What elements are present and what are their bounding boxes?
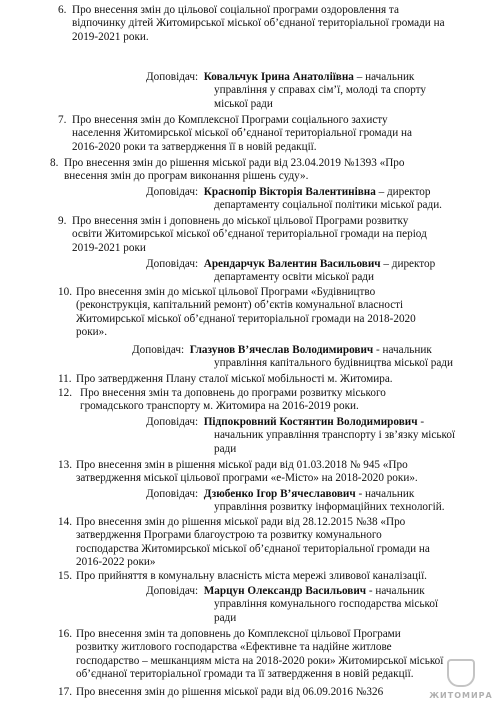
item-number: 10. xyxy=(58,286,72,298)
item-line: Про внесення змін до рішення міської ради від 06.09.2016 №326 xyxy=(76,686,384,698)
speaker-name: Глазунов В’ячеслав Володимирович xyxy=(189,344,374,356)
speaker-label: Доповідач: xyxy=(146,416,199,428)
item-number: 6. xyxy=(58,4,67,16)
item-line: господарство – мешканциям міста на 2018-2020 роки» Житомирської міської xyxy=(76,654,444,667)
item-line: Про внесення змін до міської цільової Програми «Будівництво xyxy=(76,286,376,298)
item-line: 2016-2022 роки» xyxy=(76,556,156,569)
speaker-label: Доповідач: xyxy=(132,344,185,356)
item-number: 8. xyxy=(50,157,59,169)
speaker-name: Ковальчук Ірина Анатоліївна xyxy=(203,71,354,83)
item-text xyxy=(58,387,482,414)
speaker-name: Марцун Олександр Васильович xyxy=(203,585,367,597)
item-line: 2019-2021 роки. xyxy=(72,30,149,43)
item-text xyxy=(58,215,482,255)
agenda-item-15 xyxy=(58,570,482,583)
item-line: Про внесення змін в рішення міської ради від 01.03.2018 № 945 «Про xyxy=(76,459,408,471)
speaker-line xyxy=(146,71,482,84)
item-line: роки». xyxy=(76,326,108,339)
item-number: 13. xyxy=(58,459,72,471)
speaker-role-line: управління розвитку інформаційних технологій. xyxy=(214,501,445,514)
item-text xyxy=(58,570,482,583)
item-text xyxy=(58,459,482,486)
agenda-item-8 xyxy=(50,157,482,184)
speaker-role-line: управління у справах сім’ї, молоді та спорту xyxy=(214,84,426,97)
item-line: розвитку житлового господарства «Ефективне та надійне житлове xyxy=(76,641,392,654)
item-line: господарства Житомирської міської об’єднаної територіальної громади на xyxy=(76,542,430,555)
item-line: Житомирської міської об’єднаної територіальної громади на 2018-2020 xyxy=(76,312,416,325)
item-line: Про внесення змін та доповнень до Комплексної цільової Програми xyxy=(76,628,401,640)
item-line: Про внесення змін до рішення міської ради від 28.12.2015 №38 «Про xyxy=(76,516,406,528)
speaker-line xyxy=(146,585,482,598)
speaker-role-line: департаменту освіти міської ради xyxy=(214,271,374,284)
speaker-label: Доповідач: xyxy=(146,585,199,597)
item-text xyxy=(50,157,482,184)
item-number: 7. xyxy=(58,114,67,126)
item-text xyxy=(58,686,482,699)
speaker-role: - начальник xyxy=(373,344,432,356)
item-line: затвердження міської цільової програми «е-Місто» на 2018-2020 роки». xyxy=(76,472,418,485)
item-number: 16. xyxy=(58,628,72,640)
shield-icon xyxy=(447,659,475,687)
speaker-block-15 xyxy=(146,585,482,625)
item-text xyxy=(58,286,482,340)
speaker-role: - начальник xyxy=(355,488,415,500)
agenda-item-17 xyxy=(58,686,482,699)
item-line: 2016-2020 роки та затвердження її в новій редакції. xyxy=(72,140,317,153)
agenda-item-7 xyxy=(58,114,482,154)
speaker-block-12 xyxy=(146,416,482,456)
speaker-name: Дзюбенко Ігор В’ячеславович xyxy=(203,488,356,500)
agenda-item-14 xyxy=(58,516,482,570)
item-text xyxy=(58,516,482,570)
speaker-block-9 xyxy=(146,258,482,285)
agenda-item-12 xyxy=(58,387,482,414)
item-line: Про прийняття в комунальну власність міста мережі зливової каналізації. xyxy=(76,570,427,582)
item-line: Про внесення змін до цільової соціальної програми оздоровлення та xyxy=(72,4,399,16)
item-line: (реконструкція, капітальний ремонт) об’єктів комунальної власності xyxy=(76,299,404,312)
speaker-role: - xyxy=(417,416,425,428)
speaker-role-line: ради xyxy=(214,442,237,455)
item-number: 15. xyxy=(58,570,72,582)
speaker-block-10 xyxy=(132,344,482,371)
speaker-label: Доповідач: xyxy=(146,71,199,83)
speaker-block-6 xyxy=(146,71,482,111)
item-line: Про внесення змін до рішення міської ради від 23.04.2019 №1393 «Про xyxy=(64,157,405,169)
item-text xyxy=(58,4,482,44)
item-line: 2019-2021 роки xyxy=(72,241,146,254)
speaker-role: – директор xyxy=(380,258,436,270)
item-text xyxy=(58,628,482,682)
item-line: Про внесення змін та доповнень до програми розвитку міського xyxy=(80,387,386,399)
speaker-line xyxy=(132,344,482,357)
speaker-role: – директор xyxy=(375,186,431,198)
item-line: громадського транспорту м. Житомира на 2016-2019 роки. xyxy=(80,400,359,413)
item-line: освіти Житомирської міської об’єднаної територіальної громади на період xyxy=(72,228,427,241)
speaker-block-13 xyxy=(146,488,482,515)
item-number: 12. xyxy=(58,387,72,399)
item-line: затвердження Програми благоустрою та розвитку комунального xyxy=(76,529,382,542)
watermark-logo xyxy=(429,659,493,703)
item-text xyxy=(58,373,482,386)
speaker-role-line: міської ради xyxy=(214,97,273,110)
item-number: 14. xyxy=(58,516,72,528)
speaker-role: - начальник xyxy=(366,585,425,597)
speaker-role-line: начальник управління транспорту і зв’язку міської xyxy=(214,429,456,442)
agenda-item-9 xyxy=(58,215,482,255)
item-number: 9. xyxy=(58,215,67,227)
item-text xyxy=(58,114,482,154)
item-line: Про внесення змін до Комплексної Програми соціального захисту xyxy=(72,114,388,126)
speaker-line xyxy=(146,186,482,199)
speaker-line xyxy=(146,416,482,429)
speaker-label: Доповідач: xyxy=(146,186,199,198)
agenda-item-10 xyxy=(58,286,482,340)
agenda-item-6 xyxy=(58,4,482,44)
agenda-item-13 xyxy=(58,459,482,486)
speaker-line xyxy=(146,488,482,501)
speaker-name: Підпокровний Костянтин Володимирович xyxy=(203,416,418,428)
speaker-name: Арендарчук Валентин Васильович xyxy=(203,258,381,270)
speaker-role-line: ради xyxy=(214,611,237,624)
agenda-item-16 xyxy=(58,628,482,682)
item-number: 11. xyxy=(58,373,72,385)
speaker-label: Доповідач: xyxy=(146,488,199,500)
item-number: 17. xyxy=(58,686,72,698)
speaker-role-line: управління комунального господарства міської xyxy=(214,598,439,611)
speaker-role-line: департаменту соціальної політики міської ради. xyxy=(214,199,442,212)
item-line: внесення змін до програм виконання рішень суду». xyxy=(64,170,309,183)
item-line: населення Житомирської міської об’єднаної територіальної громади на xyxy=(72,127,412,140)
item-line: Про затвердження Плану сталої міської мобільності м. Житомира. xyxy=(76,373,393,385)
watermark-text: ЖИТОМИРА xyxy=(429,691,493,700)
agenda-item-11 xyxy=(58,373,482,386)
item-line: відпочинку дітей Житомирської міської об’єднаної територіальної громади на xyxy=(72,17,445,30)
item-line: Про внесення змін і доповнень до міської цільової Програми розвитку xyxy=(72,215,409,227)
speaker-role: – начальник xyxy=(353,71,415,83)
speaker-block-8 xyxy=(146,186,482,213)
item-line: об’єднаної територіальної громади та її затвердження в новій редакції. xyxy=(76,668,414,681)
speaker-label: Доповідач: xyxy=(146,258,199,270)
speaker-name: Краснопір Вікторія Валентинівна xyxy=(203,186,376,198)
speaker-line xyxy=(146,258,482,271)
speaker-role-line: управління капітального будівництва міської ради xyxy=(214,357,453,370)
